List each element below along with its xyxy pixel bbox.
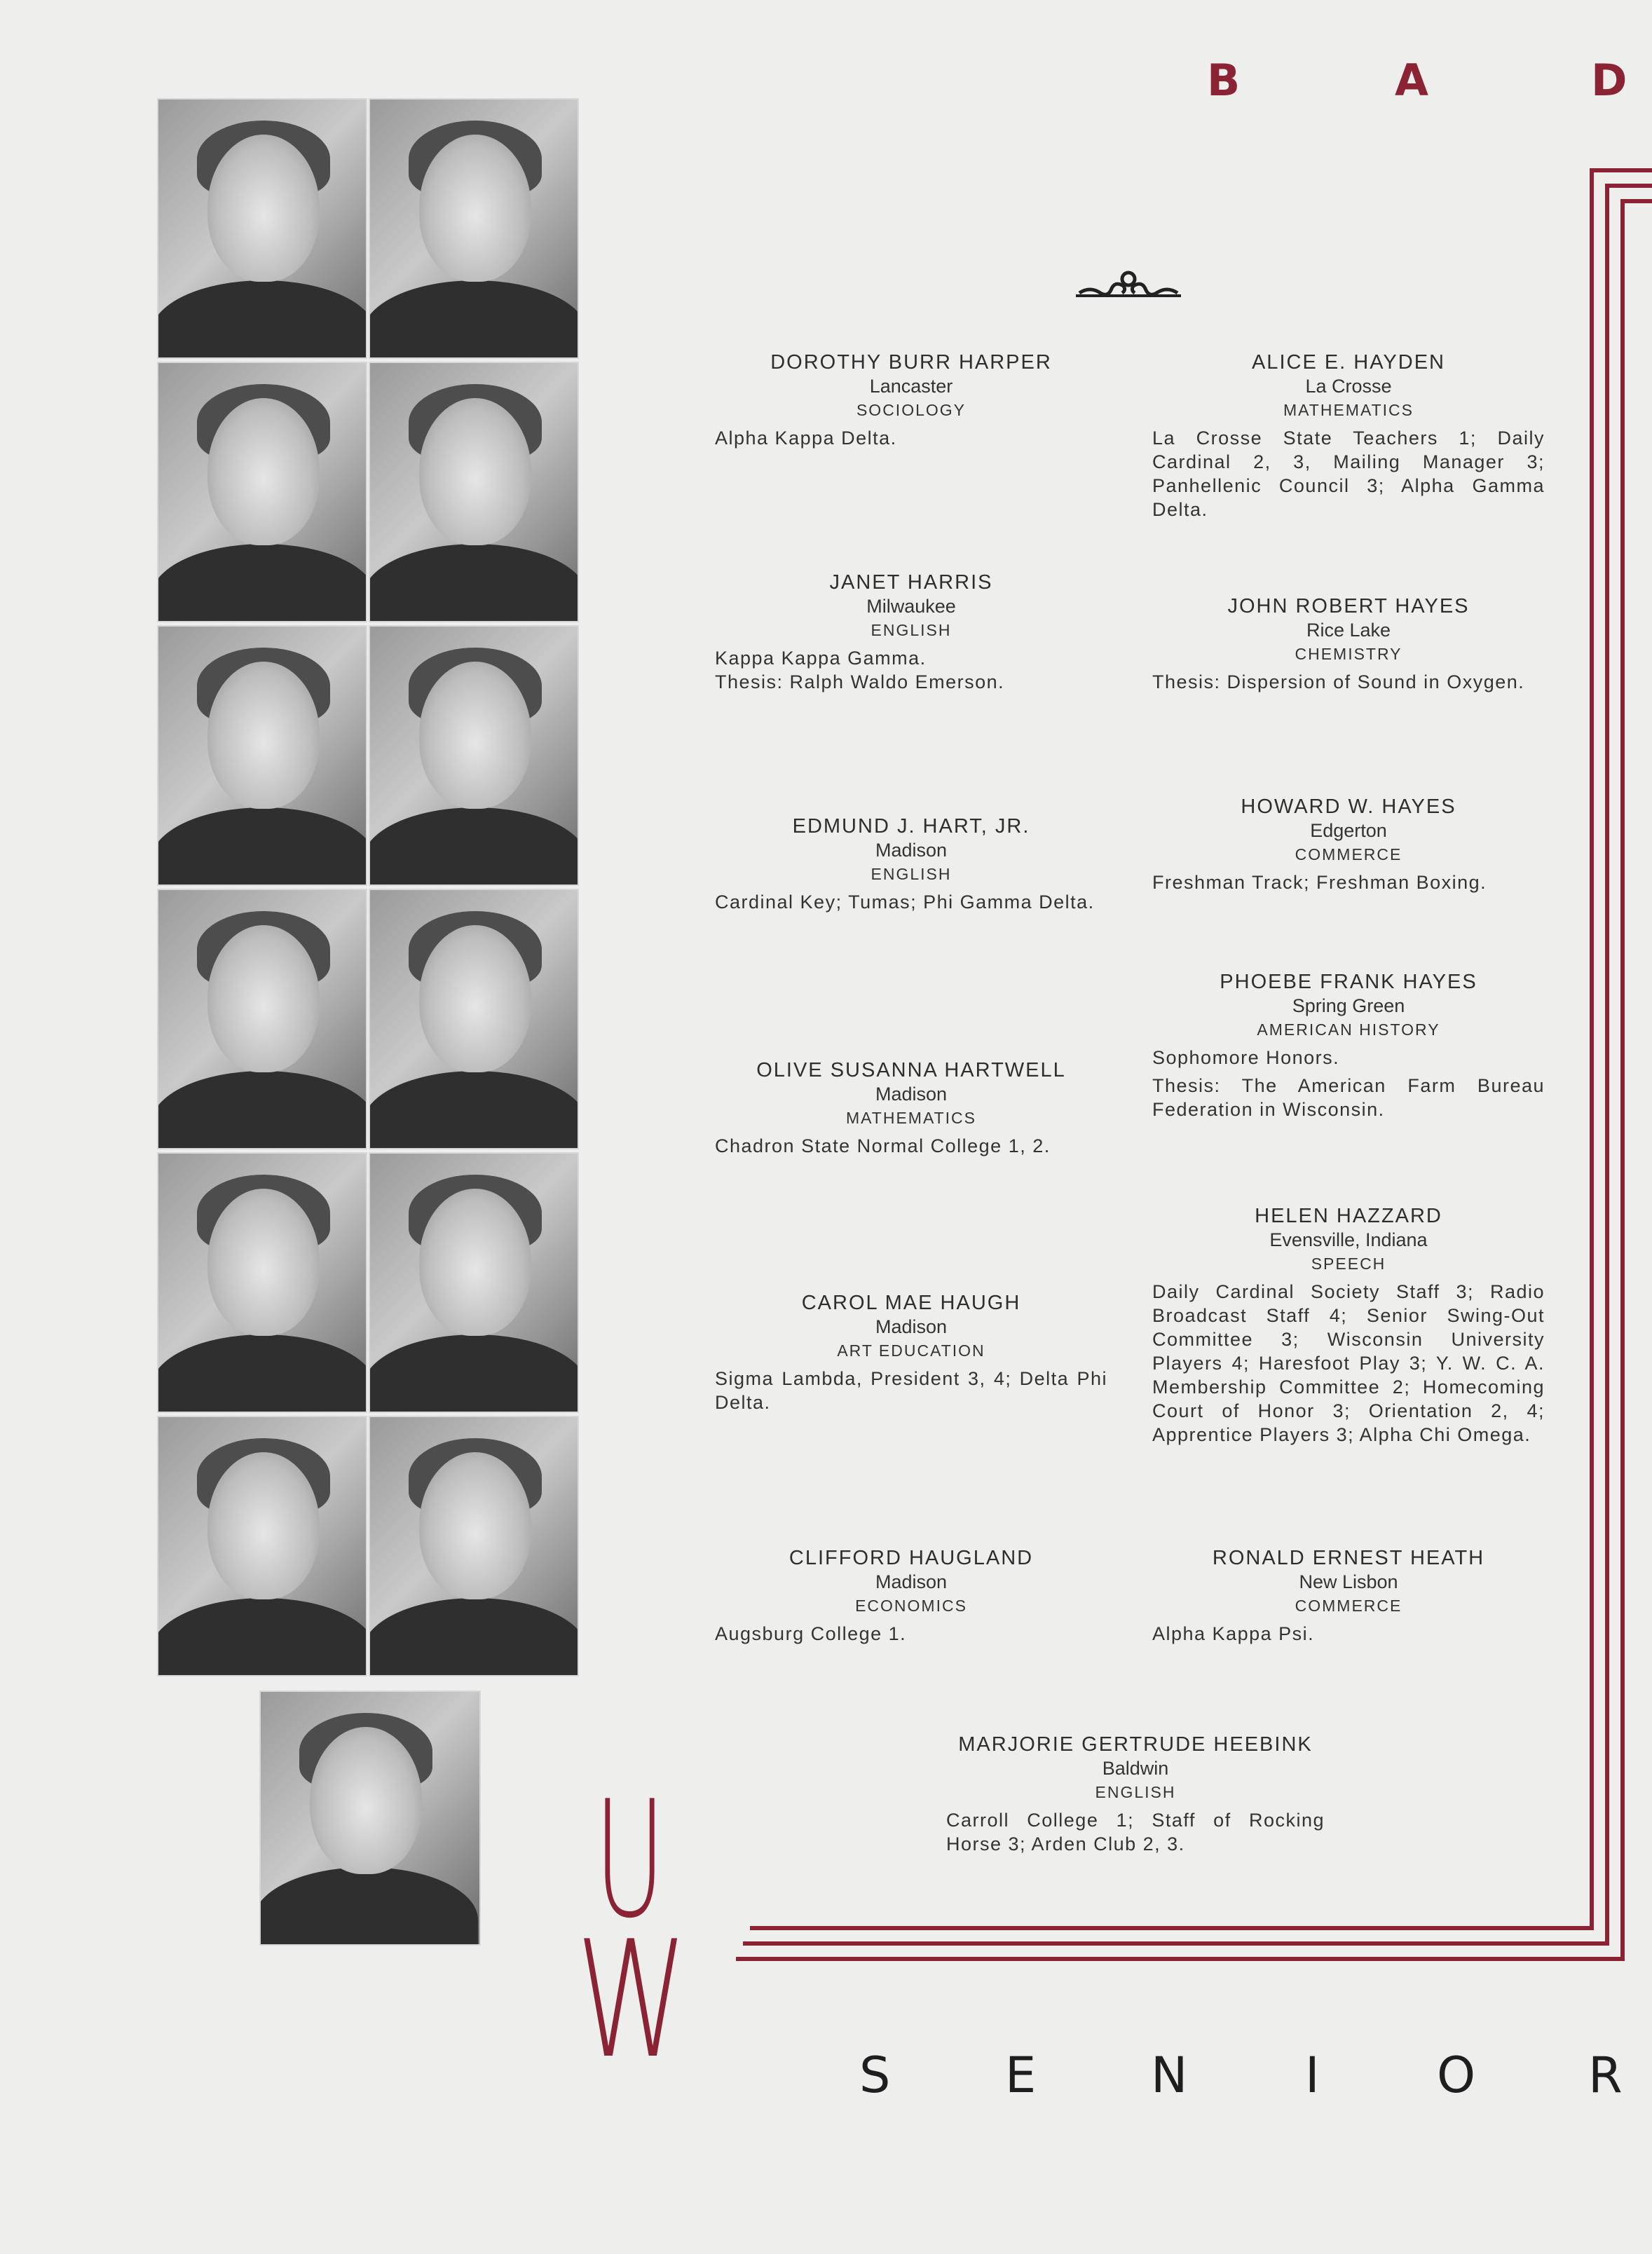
senior-major: AMERICAN HISTORY: [1257, 1020, 1440, 1039]
footer-letter: N: [1151, 2047, 1188, 2104]
senior-entry: [1152, 594, 1545, 694]
portrait-photo: [369, 98, 579, 359]
senior-major: SPEECH: [1311, 1255, 1386, 1273]
senior-major: CHEMISTRY: [1295, 645, 1402, 663]
portrait-photo: [259, 1690, 481, 1946]
senior-name: HOWARD W. HAYES: [1241, 795, 1456, 818]
senior-activities: Augsburg College 1.: [715, 1623, 907, 1644]
senior-major: MATHEMATICS: [1283, 401, 1414, 419]
header-letter: D: [1591, 55, 1627, 106]
senior-hometown: New Lisbon: [1299, 1571, 1398, 1592]
senior-entry: [715, 1291, 1107, 1414]
footer-letter: E: [1005, 2047, 1037, 2104]
senior-entry: [715, 814, 1107, 914]
senior-name: CAROL MAE HAUGH: [801, 1292, 1021, 1314]
senior-entry: [715, 1546, 1107, 1646]
senior-entry: [715, 350, 1107, 450]
senior-hometown: Baldwin: [1102, 1758, 1169, 1779]
senior-activities: Freshman Track; Freshman Boxing.: [1152, 872, 1487, 893]
senior-name: PHOEBE FRANK HAYES: [1220, 971, 1477, 993]
senior-entry: [715, 1058, 1107, 1158]
senior-major: ECONOMICS: [855, 1597, 967, 1615]
senior-hometown: Madison: [875, 1571, 948, 1592]
portrait-photo: [157, 1152, 367, 1413]
senior-thesis: Thesis: The American Farm Bureau Federation in Wisconsin.: [1152, 1075, 1545, 1120]
senior-entry: [1152, 1546, 1545, 1646]
portrait-photo: [369, 1416, 579, 1676]
senior-activities: Kappa Kappa Gamma.: [715, 648, 927, 669]
portrait-photo: [157, 1416, 367, 1676]
footer-letter: I: [1305, 2047, 1320, 2104]
monogram-letter-u: U: [594, 1767, 666, 1954]
portrait-photo: [157, 625, 367, 886]
senior-major: ART EDUCATION: [837, 1341, 985, 1360]
footer-letter: R: [1588, 2047, 1623, 2104]
senior-name: JOHN ROBERT HAYES: [1227, 595, 1470, 617]
senior-activities: Daily Cardinal Society Staff 3; Radio Broadcast Staff 4; Senior Swing-Out Committee 3; Wisconsin University Players 4; Haresfoot Play 3; Y. W. C. A. Membership Committee 2; Homecoming Court of Honor 3; Orientation 2, 4; Apprentice Players 3; Alpha Chi Omega.: [1152, 1281, 1545, 1445]
monogram-letter-w: W: [576, 1907, 688, 2094]
senior-major: COMMERCE: [1295, 845, 1402, 863]
senior-entry: [1152, 1204, 1545, 1447]
senior-hometown: Madison: [875, 840, 948, 861]
senior-hometown: Spring Green: [1292, 995, 1405, 1016]
senior-activities: Sigma Lambda, President 3, 4; Delta Phi Delta.: [715, 1368, 1107, 1413]
footer-letter: O: [1437, 2047, 1476, 2104]
senior-entry: [1152, 970, 1545, 1121]
senior-activities: La Crosse State Teachers 1; Daily Cardinal 2, 3, Mailing Manager 3; Panhellenic Council 3; Alpha Gamma Delta.: [1152, 428, 1545, 520]
senior-major: MATHEMATICS: [846, 1109, 976, 1127]
ornament-icon: [1076, 265, 1181, 304]
senior-hometown: Edgerton: [1310, 820, 1387, 841]
senior-activities: Alpha Kappa Psi.: [1152, 1623, 1315, 1644]
senior-entry: [1152, 350, 1545, 521]
senior-name: HELEN HAZZARD: [1255, 1205, 1442, 1227]
senior-major: SOCIOLOGY: [856, 401, 967, 419]
footer-letter: S: [859, 2047, 891, 2104]
senior-hometown: La Crosse: [1305, 376, 1392, 397]
senior-activities: Cardinal Key; Tumas; Phi Gamma Delta.: [715, 892, 1095, 913]
portrait-photo: [369, 625, 579, 886]
senior-name: MARJORIE GERTRUDE HEEBINK: [958, 1733, 1313, 1756]
senior-name: EDMUND J. HART, JR.: [792, 815, 1030, 838]
senior-hometown: Evensville, Indiana: [1269, 1229, 1428, 1250]
portrait-photo: [157, 889, 367, 1149]
portrait-photo: [157, 362, 367, 622]
senior-entry: [932, 1733, 1339, 1856]
senior-activities: Sophomore Honors.: [1152, 1047, 1340, 1068]
senior-hometown: Rice Lake: [1306, 620, 1391, 641]
senior-major: ENGLISH: [871, 865, 952, 883]
senior-name: RONALD ERNEST HEATH: [1212, 1547, 1485, 1569]
senior-activities: Chadron State Normal College 1, 2.: [715, 1135, 1051, 1156]
senior-entry: [1152, 795, 1545, 894]
senior-activities: Carroll College 1; Staff of Rocking Horse 3; Arden Club 2, 3.: [946, 1810, 1325, 1855]
senior-name: ALICE E. HAYDEN: [1251, 351, 1446, 374]
senior-thesis: Thesis: Dispersion of Sound in Oxygen.: [1152, 671, 1525, 692]
senior-hometown: Lancaster: [869, 376, 953, 397]
portrait-photo: [157, 98, 367, 359]
senior-major: COMMERCE: [1295, 1597, 1402, 1615]
senior-hometown: Madison: [875, 1084, 948, 1105]
senior-thesis: Thesis: Ralph Waldo Emerson.: [715, 671, 1005, 692]
senior-hometown: Madison: [875, 1316, 948, 1337]
senior-name: JANET HARRIS: [829, 571, 993, 594]
portrait-photo: [369, 889, 579, 1149]
senior-major: ENGLISH: [1095, 1783, 1176, 1801]
portrait-photo: [369, 362, 579, 622]
senior-major: ENGLISH: [871, 621, 952, 639]
senior-entry: [715, 571, 1107, 694]
header-letter: A: [1395, 55, 1428, 106]
header-letter: B: [1207, 55, 1241, 106]
senior-name: CLIFFORD HAUGLAND: [789, 1547, 1034, 1569]
senior-name: OLIVE SUSANNA HARTWELL: [756, 1059, 1066, 1081]
senior-name: DOROTHY BURR HARPER: [770, 351, 1052, 374]
senior-activities: Alpha Kappa Delta.: [715, 428, 897, 449]
senior-hometown: Milwaukee: [866, 596, 956, 617]
portrait-photo: [369, 1152, 579, 1413]
